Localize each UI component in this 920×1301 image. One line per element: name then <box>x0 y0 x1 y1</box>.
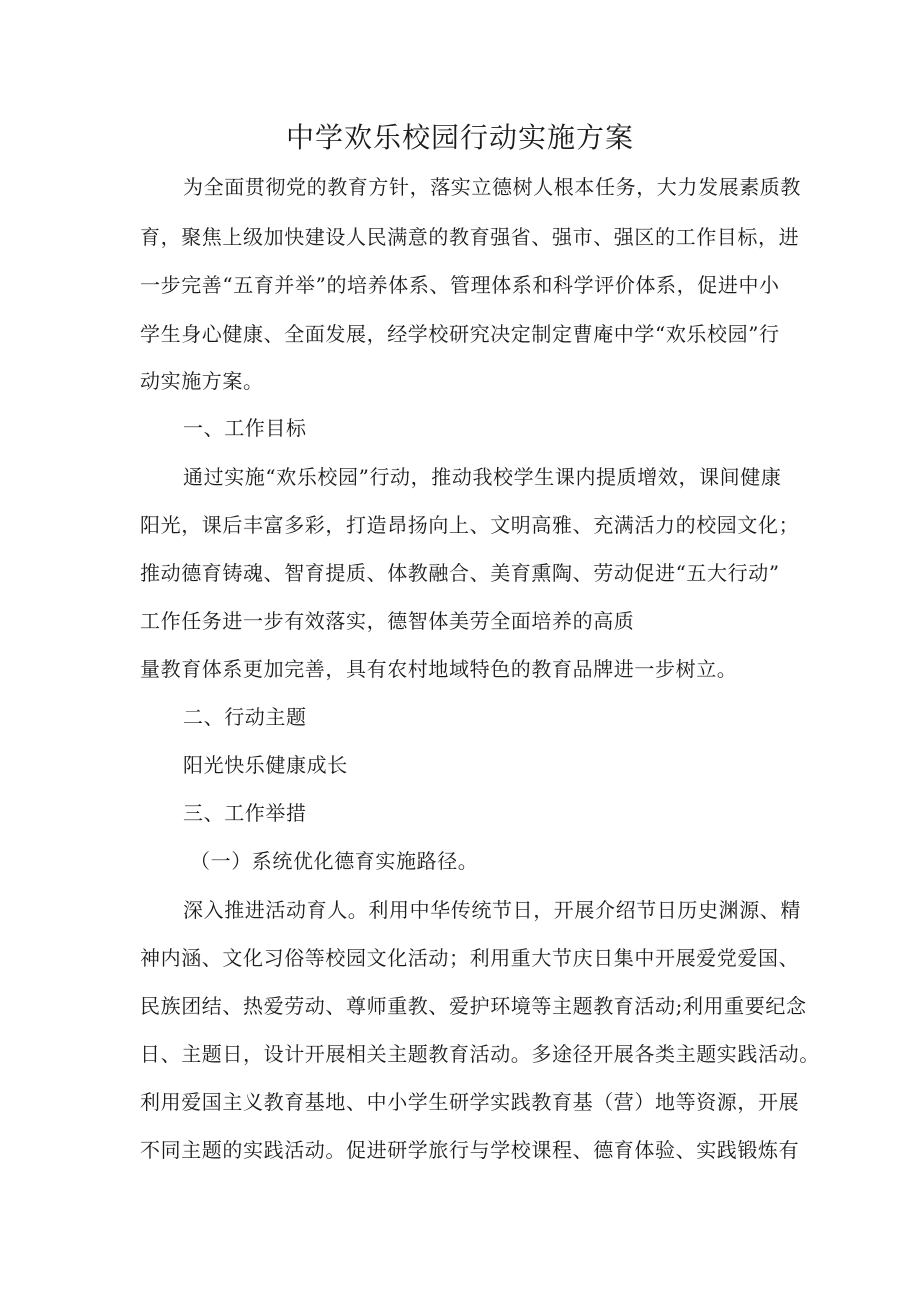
goals-line: 量教育体系更加完善，具有农村地域特色的教育品牌进一步树立。 <box>140 657 738 681</box>
intro-line: 动实施方案。 <box>140 369 264 393</box>
section-heading-goals: 一、工作目标 <box>183 416 307 440</box>
goals-line: 通过实施“欢乐校园”行动，推动我校学生课内提质增效，课间健康 <box>183 465 782 489</box>
moral-line: 民族团结、热爱劳动、尊师重教、爱护环境等主题教育活动;利用重要纪念 <box>140 994 807 1018</box>
goals-line: 阳光，课后丰富多彩，打造昂扬向上、文明高雅、充满活力的校园文化； <box>140 513 800 537</box>
document-title: 中学欢乐校园行动实施方案 <box>285 121 634 154</box>
theme-text: 阳光快乐健康成长 <box>183 753 348 777</box>
goals-line: 推动德育铸魂、智育提质、体教融合、美育熏陶、劳动促进“五大行动” <box>140 561 780 585</box>
section-heading-measures: 三、工作举措 <box>183 801 307 825</box>
intro-line: 为全面贯彻党的教育方针，落实立德树人根本任务，大力发展素质教 <box>183 175 801 199</box>
moral-line: 不同主题的实践活动。促进研学旅行与学校课程、德育体验、实践锻炼有 <box>140 1138 800 1162</box>
intro-line: 一步完善“五育并举”的培养体系、管理体系和科学评价体系，促进中小 <box>140 273 780 297</box>
section-heading-theme: 二、行动主题 <box>183 705 307 729</box>
moral-line: 深入推进活动育人。利用中华传统节日，开展介绍节日历史渊源、精 <box>183 898 801 922</box>
goals-line: 工作任务进一步有效落实，德智体美劳全面培养的高质 <box>140 609 635 633</box>
moral-line: 日、主题日，设计开展相关主题教育活动。多途径开展各类主题实践活动。 <box>140 1042 820 1066</box>
intro-line: 育，聚焦上级加快建设人民满意的教育强省、强市、强区的工作目标，进 <box>140 225 800 249</box>
subsection-heading-moral: （一）系统优化德育实施路径。 <box>190 849 479 873</box>
moral-line: 神内涵、文化习俗等校园文化活动；利用重大节庆日集中开展爱党爱国、 <box>140 946 800 970</box>
intro-line: 学生身心健康、全面发展，经学校研究决定制定曹庵中学“欢乐校园”行 <box>140 322 780 346</box>
moral-line: 利用爱国主义教育基地、中小学生研学实践教育基（营）地等资源，开展 <box>140 1090 800 1114</box>
